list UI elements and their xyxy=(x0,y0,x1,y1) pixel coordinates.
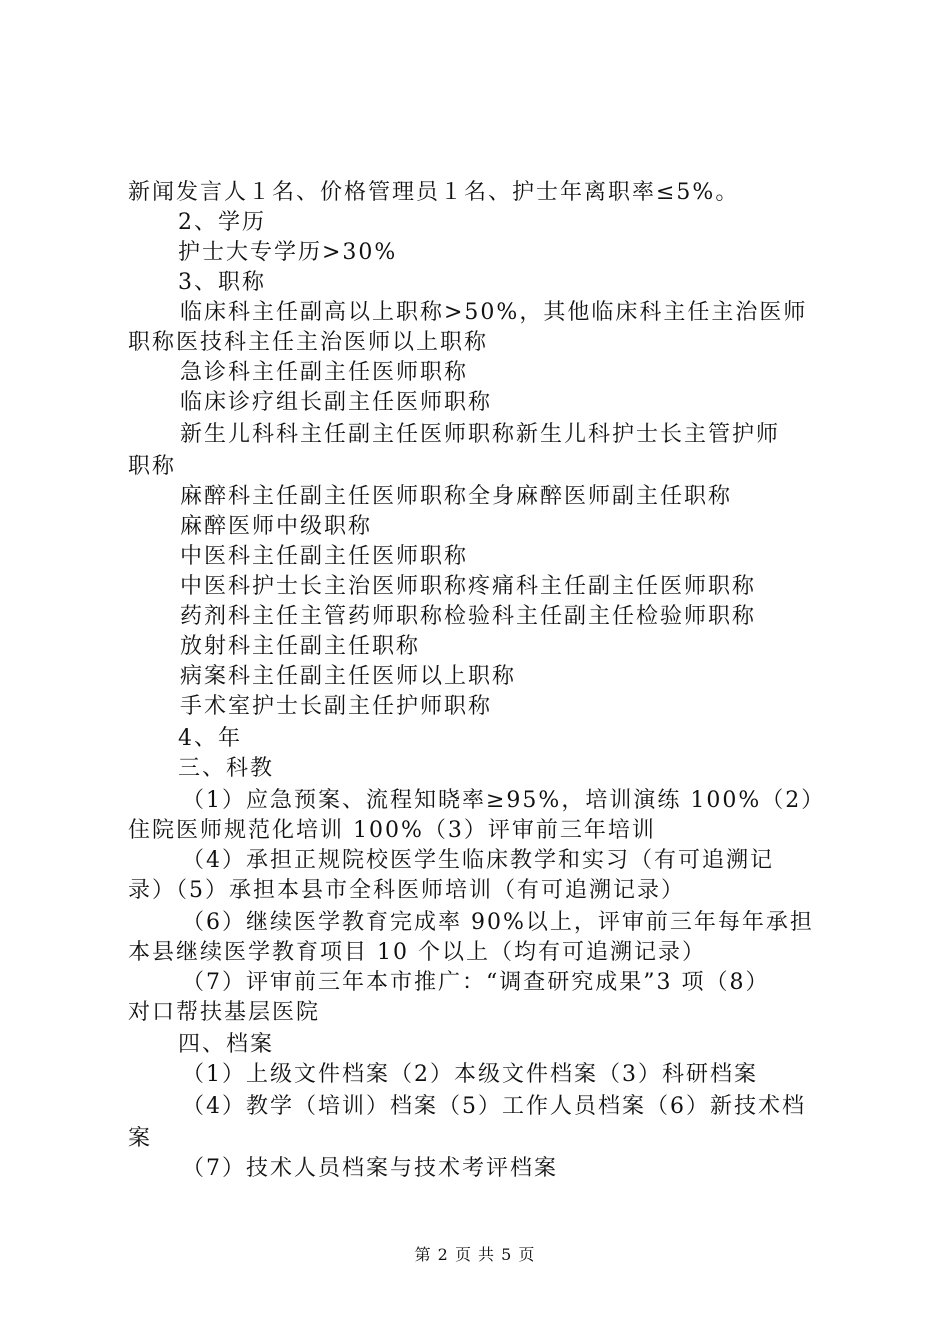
text-line-14: 中医科护士长主治医师职称疼痛科主任副主任医师职称 xyxy=(180,574,757,599)
text-line-10: 职称 xyxy=(128,454,177,479)
text-line-29: 四、档案 xyxy=(178,1032,275,1057)
text-line-28: 对口帮扶基层医院 xyxy=(128,1000,321,1025)
text-line-16: 放射科主任副主任职称 xyxy=(180,634,421,659)
text-line-8: 临床诊疗组长副主任医师职称 xyxy=(180,390,493,415)
text-line-30: （1）上级文件档案（2）本级文件档案（3）科研档案 xyxy=(182,1062,758,1087)
text-line-11: 麻醉科主任副主任医师职称全身麻醉医师副主任职称 xyxy=(180,484,733,509)
text-line-4: 3、职称 xyxy=(178,270,266,295)
text-line-3: 护士大专学历>30% xyxy=(178,240,398,265)
text-line-33: （7）技术人员档案与技术考评档案 xyxy=(182,1156,558,1181)
text-line-1: 新闻发言人１名、价格管理员１名、护士年离职率≤5%。 xyxy=(128,180,740,205)
text-line-17: 病案科主任副主任医师以上职称 xyxy=(180,664,517,689)
text-line-9: 新生儿科科主任副主任医师职称新生儿科护士长主管护师 xyxy=(180,422,781,447)
text-line-22: 住院医师规范化培训 100%（3）评审前三年培训 xyxy=(128,818,656,843)
text-line-5: 临床科主任副高以上职称>50%，其他临床科主任主治医师 xyxy=(180,300,808,325)
text-line-7: 急诊科主任副主任医师职称 xyxy=(180,360,469,385)
text-line-23: （4）承担正规院校医学生临床教学和实习（有可追溯记 xyxy=(182,848,774,873)
text-line-24: 录）（5）承担本县市全科医师培训（有可追溯记录） xyxy=(128,878,685,903)
text-line-15: 药剂科主任主管药师职称检验科主任副主任检验师职称 xyxy=(180,604,757,629)
text-line-20: 三、科教 xyxy=(178,756,275,781)
text-line-13: 中医科主任副主任医师职称 xyxy=(180,544,469,569)
text-line-21: （1）应急预案、流程知晓率≥95%，培训演练 100%（2） xyxy=(182,788,826,813)
text-line-18: 手术室护士长副主任护师职称 xyxy=(180,694,493,719)
text-line-6: 职称医技科主任主治医师以上职称 xyxy=(128,330,489,355)
text-line-26: 本县继续医学教育项目 10 个以上（均有可追溯记录） xyxy=(128,940,706,965)
text-line-31: （4）教学（培训）档案（5）工作人员档案（6）新技术档 xyxy=(182,1094,806,1119)
text-line-32: 案 xyxy=(128,1126,153,1151)
text-line-25: （6）继续医学教育完成率 90%以上，评审前三年每年承担 xyxy=(182,910,814,935)
text-line-12: 麻醉医师中级职称 xyxy=(180,514,373,539)
text-line-27: （7）评审前三年本市推广：“调查研究成果”3 项（8） xyxy=(182,970,770,995)
text-line-19: 4、年 xyxy=(178,726,242,751)
text-line-2: 2、学历 xyxy=(178,210,266,235)
page-number-footer: 第 2 页 共 5 页 xyxy=(414,1245,536,1264)
